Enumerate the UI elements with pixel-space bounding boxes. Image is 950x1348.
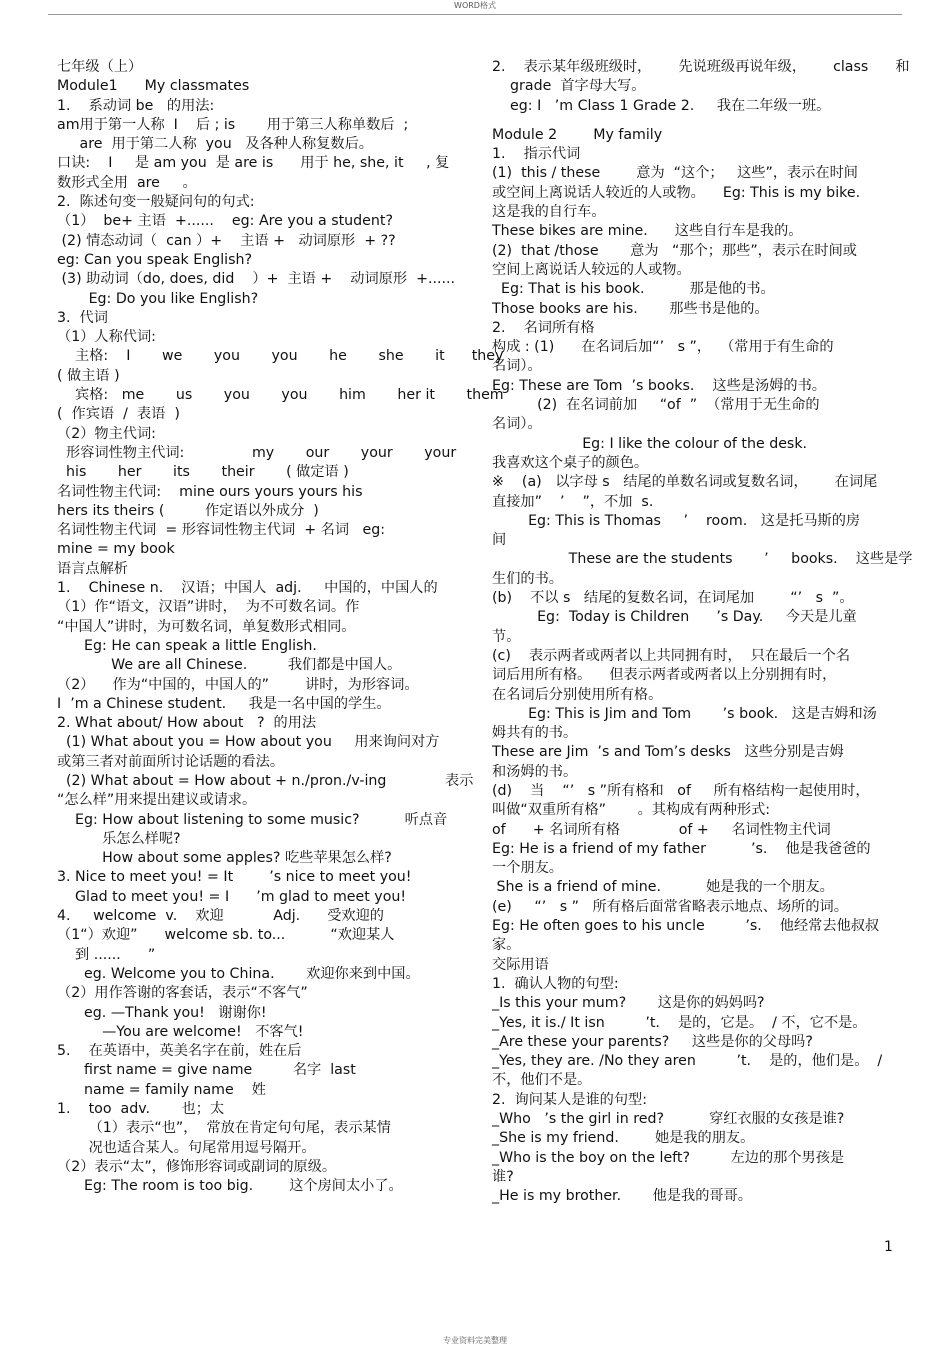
text-line: (2) What about = How about + n./pron./v-ing 表示 [57, 772, 474, 789]
text-line: （2）表示“太”，修饰形容词或副词的原级。 [57, 1158, 337, 1175]
text-line: _He is my brother. 他是我的哥哥。 [492, 1188, 752, 1205]
text-line: She is a friend of mine. 她是我的一个朋友。 [492, 879, 834, 896]
text-line: 我喜欢这个桌子的颜色。 [492, 454, 649, 471]
text-line: 生们的书。 [492, 570, 563, 587]
text-line: 数形式全用 are 。 [57, 174, 197, 191]
text-line: 3. Nice to meet you! = It ’s nice to meet you! [57, 869, 412, 886]
text-line: 2. 询问某人是谁的句型: [492, 1091, 648, 1108]
text-line: (1) What about you = How about you 用来询问对方 [57, 734, 440, 751]
text-line: 在名词后分别使用所有格。 [492, 686, 663, 703]
text-line: 1. 指示代词 [492, 146, 581, 163]
text-line: _Yes, they are. /No they aren ’t. 是的，他们是。 / [492, 1053, 883, 1070]
text-line: 1. Chinese n. 汉语；中国人 adj. 中国的，中国人的 [57, 580, 438, 597]
text-line: 不，他们不是。 [492, 1072, 592, 1089]
text-line: 名词）。 [492, 358, 542, 375]
text-line: Eg: He is a friend of my father ’s. 他是我爸爸的 [492, 840, 871, 857]
text-line: first name = give name 名字 last [57, 1062, 356, 1079]
text-line: 名词性物主代词: mine ours yours yours his [57, 483, 363, 500]
text-line: ( 作宾语 / 表语 ) [57, 406, 180, 423]
text-line: Eg: How about listening to some music? 听点音 [57, 811, 448, 828]
text-line: Eg: Today is Children ’s Day. 今天是儿童 [492, 609, 857, 626]
text-line: eg: I ’m Class 1 Grade 2. 我在二年级一班。 [492, 97, 831, 114]
text-line: 或第三者对前面所讨论话题的看法。 [57, 753, 285, 770]
text-line: 一个朋友。 [492, 860, 563, 877]
text-line: （2） 作为“中国的，中国人的” 讲时，为形容词。 [57, 676, 419, 693]
text-line: 乐怎么样呢? [57, 830, 181, 847]
text-line: _Is this your mum? 这是你的妈妈吗? [492, 995, 765, 1012]
text-line: 1. 确认人物的句型: [492, 975, 619, 992]
text-line: _Who is the boy on the left? 左边的那个男孩是 [492, 1149, 845, 1166]
text-line: （1）作“语文，汉语”讲时， 为不可数名词。作 [57, 599, 360, 616]
text-line: These bikes are mine. 这些自行车是我的。 [492, 223, 803, 240]
text-line: eg. —Thank you! 谢谢你! [57, 1004, 267, 1021]
text-line: Glad to meet you! = I ’m glad to meet you! [57, 888, 407, 905]
text-line: 谁? [492, 1168, 514, 1185]
text-line: 间 [492, 532, 507, 549]
text-line: （2）用作答谢的客套话，表示“不客气” [57, 985, 308, 1002]
text-line: 2. 表示某年级班级时， 先说班级再说年级， class 和 [492, 59, 910, 75]
text-line: 直接加” ’ ”，不加 s. [492, 493, 654, 510]
text-line: Eg: This is Thomas ’ room. 这是托马斯的房 [492, 512, 861, 529]
text-line: 姆共有的书。 [492, 725, 578, 742]
text-line: 或空间上离说话人较近的人或物。 Eg: This is my bike. [492, 184, 861, 201]
text-line: How about some apples? 吃些苹果怎么样? [57, 850, 392, 867]
text-line: Eg: I like the colour of the desk. [492, 435, 808, 452]
text-line: 七年级（上） [57, 59, 143, 75]
text-line: 5. 在英语中，英美名字在前，姓在后 [57, 1043, 302, 1060]
header-rule [48, 14, 902, 15]
text-line: Eg: He often goes to his uncle ’s. 他经常去他叔叔 [492, 918, 880, 935]
text-line: are 用于第二人称 you 及各种人称复数后。 [57, 136, 373, 153]
text-line: Eg: He can speak a little English. [57, 637, 317, 654]
text-line: 名词性物主代词 = 形容词性物主代词 + 名词 eg: [57, 522, 386, 539]
text-line: (2) that /those 意为 “那个；那些”，表示在时间或 [492, 242, 857, 259]
text-line: grade 首字母大写。 [492, 78, 646, 95]
text-line: mine = my book [57, 541, 175, 558]
text-line: “中国人”讲时，为可数名词，单复数形式相同。 [57, 618, 356, 635]
text-line: am用于第一人称 I 后 ; is 用于第三人称单数后 ; [57, 116, 409, 133]
text-line: 口诀: I 是 am you 是 are is 用于 he, she, it , 复 [57, 155, 450, 172]
page-footer: 专业资料完美整理 [443, 1336, 507, 1345]
text-line: —You are welcome! 不客气! [57, 1023, 304, 1040]
text-line: 空间上离说话人较远的人或物。 [492, 261, 691, 278]
text-line: 家。 [492, 937, 521, 954]
text-line: 主格: I we you you he she it they [57, 348, 504, 365]
right-column [492, 58, 913, 1207]
text-line: 这是我的自行车。 [492, 204, 606, 221]
page-number: 1 [884, 1239, 893, 1255]
text-line: Eg: These are Tom ’s books. 这些是汤姆的书。 [492, 377, 826, 394]
text-line [492, 116, 892, 126]
text-line: (2) 在名词前加 “of ” （常用于无生命的 [492, 397, 820, 414]
text-line: 2. 陈述句变一般疑问句的句式: [57, 194, 255, 211]
text-line: his her its their ( 做定语 ) [57, 464, 349, 481]
text-line: 1. 系动词 be 的用法: [57, 97, 215, 114]
text-line: (b) 不以 s 结尾的复数名词，在词尾加 “’ s ”。 [492, 590, 854, 607]
text-line: ※ (a) 以字母 s 结尾的单数名词或复数名词， 在词尾 [492, 474, 878, 491]
text-line: Eg: That is his book. 那是他的书。 [492, 281, 775, 298]
text-line: Eg: The room is too big. 这个房间太小了。 [57, 1178, 403, 1195]
text-line: 1. too adv. 也；太 [57, 1101, 225, 1118]
text-line: 形容词性物主代词: my our your your [57, 444, 457, 461]
text-line: 到 ...... ” [57, 946, 156, 963]
text-line: name = family name 姓 [57, 1081, 266, 1098]
text-line: (1) this / these 意为 “这个； 这些”，表示在时间 [492, 165, 858, 182]
left-column [57, 58, 504, 1197]
text-line: 叫做“双重所有格” 。其构成有两种形式: [492, 802, 771, 819]
text-line: (c) 表示两者或两者以上共同拥有时， 只在最后一个名 [492, 647, 851, 664]
text-line: of + 名词所有格 of + 名词性物主代词 [492, 821, 831, 838]
page-header: WORD格式 [454, 1, 496, 10]
text-line: Eg: This is Jim and Tom ’s book. 这是吉姆和汤 [492, 705, 877, 722]
text-line: 3. 代词 [57, 309, 108, 326]
text-line: 语言点解析 [57, 560, 128, 577]
text-line: Module1 My classmates [57, 78, 250, 95]
text-line: “怎么样”用来提出建议或请求。 [57, 792, 257, 809]
text-line: _Who ’s the girl in red? 穿红衣服的女孩是谁? [492, 1111, 845, 1128]
text-line: _She is my friend. 她是我的朋友。 [492, 1130, 755, 1147]
text-line: 名词）。 [492, 416, 542, 433]
text-line: eg: Can you speak English? [57, 251, 253, 268]
text-line: 4. welcome v. 欢迎 Adj. 受欢迎的 [57, 908, 384, 925]
text-line: Those books are his. 那些书是他的。 [492, 300, 769, 317]
text-line: eg. Welcome you to China. 欢迎你来到中国。 [57, 965, 420, 982]
text-line: We are all Chinese. 我们都是中国人。 [57, 657, 402, 674]
text-line: These are the students ’ books. 这些是学 [492, 551, 913, 568]
text-line: hers its theirs ( 作定语以外成分 ) [57, 502, 319, 519]
text-line: （1“）欢迎” welcome sb. to... “欢迎某人 [57, 927, 395, 944]
text-line: (2) 情态动词（ can ）+ 主语 + 动词原形 + ?? [57, 232, 396, 249]
text-line: _Yes, it is./ It isn ’t. 是的，它是。 / 不，它不是。 [492, 1014, 867, 1031]
text-line: （2）物主代词: [57, 425, 156, 442]
text-line: 词后用所有格。 但表示两者或两者以上分别拥有时， [492, 667, 837, 684]
text-line: These are Jim ’s and Tom’s desks 这些分别是吉姆 [492, 744, 844, 761]
text-line: (e) “’ s ” 所有格后面常省略表示地点、场所的词。 [492, 898, 848, 915]
text-line: 宾格: me us you you him her it them [57, 387, 504, 404]
text-line: (d) 当 “’ s ”所有格和 of 所有格结构一起使用时， [492, 782, 870, 799]
text-line: 2. What about/ How about ? 的用法 [57, 715, 317, 732]
text-line: Eg: Do you like English? [57, 290, 259, 307]
text-line: 况也适合某人。句尾常用逗号隔开。 [57, 1139, 316, 1156]
text-line: 交际用语 [492, 956, 549, 973]
text-line: （1） be+ 主语 +...... eg: Are you a student? [57, 213, 393, 230]
text-line: 和汤姆的书。 [492, 763, 578, 780]
text-line: I ’m a Chinese student. 我是一名中国的学生。 [57, 695, 391, 712]
text-line: _Are these your parents? 这些是你的父母吗? [492, 1033, 813, 1050]
text-line: 节。 [492, 628, 521, 645]
text-line: （1）人称代词: [57, 329, 156, 346]
text-line: ( 做主语 ) [57, 367, 120, 384]
text-line: （1）表示“也”， 常放在肯定句句尾，表示某情 [57, 1120, 391, 1137]
text-line: 构成 : (1) 在名词后加“’ s ”， （常用于有生命的 [492, 339, 834, 356]
text-line: (3) 助动词（do, does, did ）+ 主语 + 动词原形 +...... [57, 271, 456, 288]
text-line: Module 2 My family [492, 126, 663, 143]
text-line: 2. 名词所有格 [492, 319, 595, 336]
